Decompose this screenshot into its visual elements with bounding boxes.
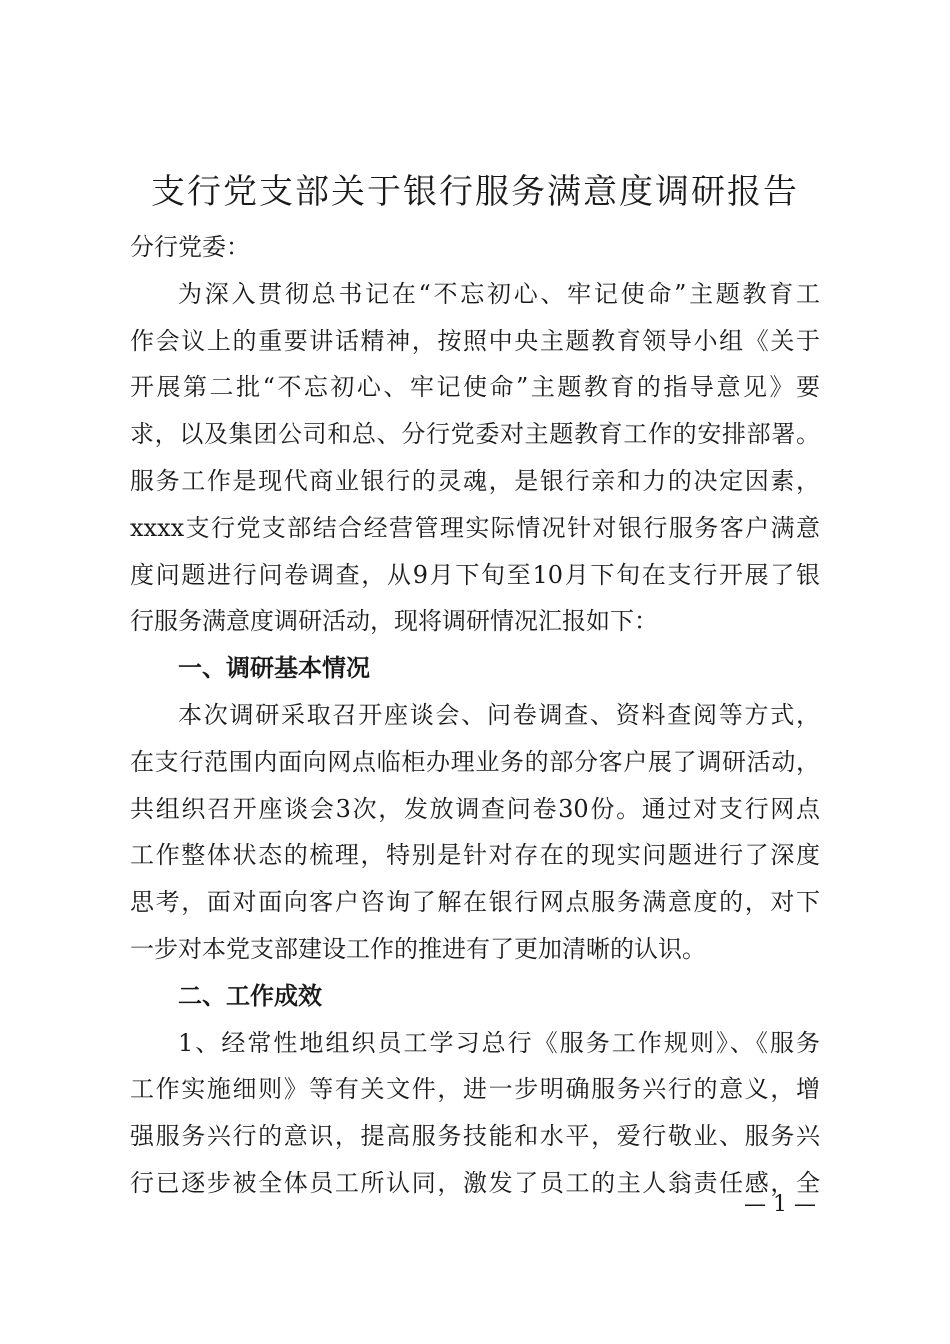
section-heading: 一、调研基本情况 [178, 654, 370, 683]
text-line: 共组织召开座谈会3次，发放调查问卷30份。通过对支行网点 [130, 794, 820, 823]
paragraph-lines [130, 271, 820, 1207]
text-line: 一步对本党支部建设工作的推进有了更加清晰的认识。 [130, 934, 706, 963]
text-line: 为深入贯彻总书记在“不忘初心、牢记使命”主题教育工 [178, 279, 820, 308]
section-heading: 二、工作成效 [178, 981, 322, 1010]
document-title: 支行党支部关于银行服务满意度调研报告 [151, 172, 799, 212]
text-line: 本次调研采取召开座谈会、问卷调查、资料查阅等方式， [178, 700, 820, 729]
text-line: 在支行范围内面向网点临柜办理业务的部分客户展了调研活动， [130, 747, 820, 776]
salutation: 分行党委： [130, 233, 250, 261]
text-line: 作会议上的重要讲话精神，按照中央主题教育领导小组《关于 [130, 326, 820, 355]
text-line: xxxx支行党支部结合经营管理实际情况针对银行服务客户满意 [130, 513, 820, 542]
document-body [130, 224, 820, 1207]
text-line: 求，以及集团公司和总、分行党委对主题教育工作的安排部署。 [130, 420, 820, 449]
text-line: 思考，面对面向客户咨询了解在银行网点服务满意度的，对下 [130, 888, 820, 917]
text-line: 工作实施细则》等有关文件，进一步明确服务兴行的意义，增 [130, 1075, 820, 1104]
text-line: 行已逐步被全体员工所认同，激发了员工的主人翁责任感，全 [130, 1168, 820, 1197]
text-line: 服务工作是现代商业银行的灵魂，是银行亲和力的决定因素， [130, 466, 820, 495]
text-line: 开展第二批“不忘初心、牢记使命”主题教育的指导意见》要 [130, 373, 820, 402]
page-number: — 1 — [744, 1192, 816, 1217]
text-line: 工作整体状态的梳理，特别是针对存在的现实问题进行了深度 [130, 841, 820, 870]
text-line: 度问题进行问卷调查，从9月下旬至10月下旬在支行开展了银 [130, 560, 820, 589]
text-line: 行服务满意度调研活动，现将调研情况汇报如下： [130, 607, 658, 636]
text-line: 1、经常性地组织员工学习总行《服务工作规则》、《服务 [178, 1028, 820, 1057]
text-line: 强服务兴行的意识，提高服务技能和水平，爱行敬业、服务兴 [130, 1122, 820, 1151]
